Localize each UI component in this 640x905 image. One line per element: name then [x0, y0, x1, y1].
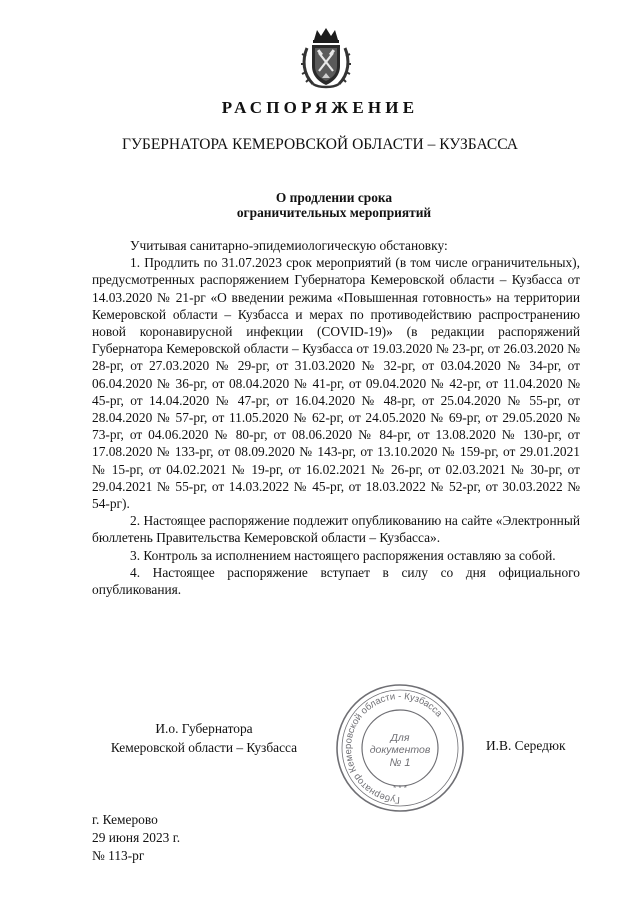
stamp-center-line-2: документов [369, 744, 431, 756]
document-footer [92, 811, 180, 865]
issue-city: г. Кемерово [92, 812, 158, 827]
body-item-2: 2. Настоящее распоряжение подлежит опубликованию на сайте «Электронный бюллетень Правительства Кемеровской области – Кузбасса». [92, 513, 580, 546]
signatory-role-line-2: Кемеровской области – Кузбасса [110, 740, 298, 755]
body-intro: Учитывая санитарно-эпидемиологическую обстановку: [130, 238, 448, 253]
body-item-3: 3. Контроль за исполнением настоящего распоряжения оставляю за собой. [130, 547, 556, 563]
document-subject [0, 190, 640, 220]
official-stamp [333, 681, 467, 815]
document-body [92, 237, 580, 598]
stamp-stars: * * * [393, 784, 407, 793]
issuer-title: ГУБЕРНАТОРА КЕМЕРОВСКОЙ ОБЛАСТИ – КУЗБАССА [122, 136, 518, 153]
signatory-role [92, 719, 316, 757]
subject-line-1: О продлении срока [275, 190, 393, 205]
kuzbass-coat-of-arms-icon [299, 26, 353, 90]
issue-date: 29 июня 2023 г. [92, 830, 181, 845]
stamp-ring-text: Губернатор Кемеровской области - Кузбасса [342, 690, 445, 806]
stamp-center-line-1: Для [390, 732, 410, 744]
subject-line-2: ограничительных мероприятий [236, 205, 432, 220]
document-type-title: РАСПОРЯЖЕНИЕ [221, 98, 419, 117]
document-number: № 113-рг [92, 848, 145, 863]
signatory-role-line-1: И.о. Губернатора [155, 721, 253, 736]
body-item-1: 1. Продлить по 31.07.2023 срок мероприятий (в том числе ограничительных), предусмотренных распоряжением Губернатора Кемеровской области – Кузбасса от 14.03.2020 № 21-рг «О введении режима «Повышенная готовность» на территории Кемеровской области – Кузбасса и мерах по противодействию распространению новой коронавирусной инфекции (COVID-19)» (в редакции распоряжений Губернатора Кемеровской области – Кузбасса от 19.03.2020 № 23-рг, от 26.03.2020 № 28-рг, от 27.03.2020 № 29-рг, от 31.03.2020 № 32-рг, от 03.04.2020 № 34-рг, от 06.04.2020 № 36-рг, от 08.04.2020 № 41-рг, от 09.04.2020 № 42-рг, от 11.04.2020 № 45-рг, от 14.04.2020 № 47-рг, от 16.04.2020 № 48-рг, от 25.04.2020 № 55-рг, от 28.04.2020 № 57-рг, от 11.05.2020 № 62-рг, от 24.05.2020 № 69-рг, от 29.05.2020 № 73-рг, от 04.06.2020 № 80-рг, от 08.06.2020 № 84-рг, от 13.08.2020 № 130-рг, от 17.08.2020 № 133-рг, от 08.09.2020 № 143-рг, от 13.10.2020 № 159-рг, от 29.01.2021 № 15-рг, от 04.02.2021 № 19-рг, от 16.02.2021 № 26-рг, от 02.03.2021 № 30-рг, от 29.04.2021 № 55-рг, от 14.03.2022 № 45-рг, от 18.03.2022 № 52-рг, от 30.03.2022 № 54-рг). [92, 255, 580, 512]
stamp-center-line-3: № 1 [389, 757, 411, 769]
signatory-name: И.В. Середюк [486, 738, 566, 753]
body-item-4: 4. Настоящее распоряжение вступает в силу со дня официального опубликования. [92, 564, 580, 598]
